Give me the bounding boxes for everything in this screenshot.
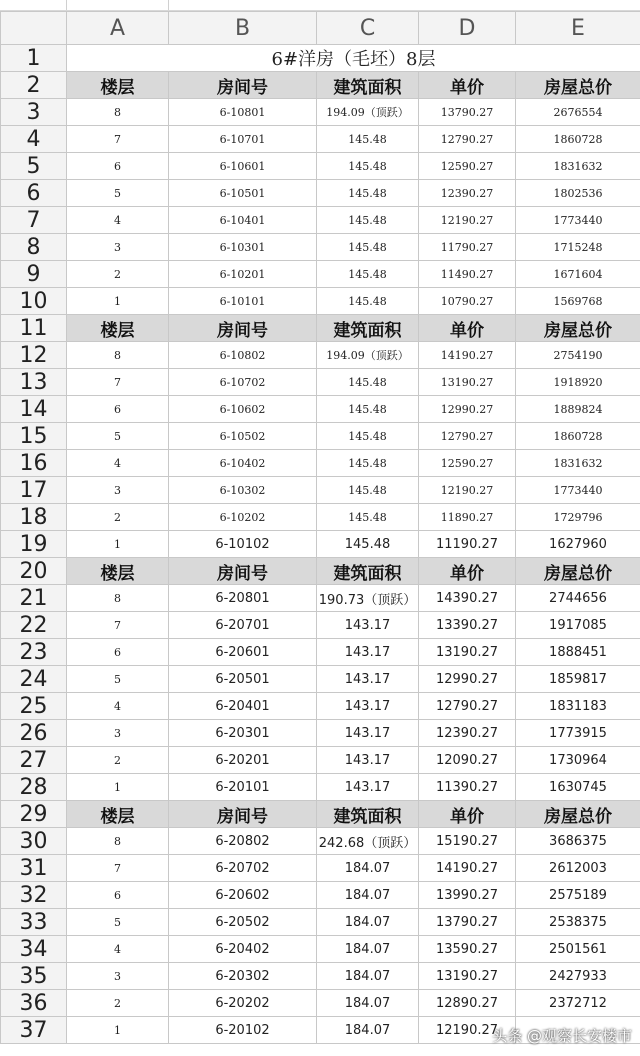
data-cell[interactable]: 15190.27 [419,828,516,855]
data-cell[interactable]: 12590.27 [419,153,516,180]
row-header[interactable]: 11 [1,315,67,342]
table-row [1,747,640,774]
data-cell[interactable]: 143.17 [317,612,419,639]
table-row [1,639,640,666]
data-cell[interactable]: 1773440 [516,477,640,504]
row-header[interactable]: 28 [1,774,67,801]
data-cell[interactable]: 6-10702 [169,369,317,396]
data-cell[interactable]: 4 [67,936,169,963]
table-row [1,531,640,558]
header-cell[interactable]: 建筑面积 [317,558,419,585]
data-cell[interactable]: 1831183 [516,693,640,720]
table-row [1,774,640,801]
row-header[interactable]: 35 [1,963,67,990]
data-cell[interactable]: 12790.27 [419,423,516,450]
data-cell[interactable]: 7 [67,126,169,153]
data-cell[interactable]: 10790.27 [419,288,516,315]
row-header[interactable]: 13 [1,369,67,396]
data-cell[interactable]: 7 [67,855,169,882]
table-row [1,963,640,990]
data-cell[interactable]: 184.07 [317,909,419,936]
table-row [1,909,640,936]
table-row [1,477,640,504]
data-cell[interactable]: 242.68（顶跃） [317,828,419,855]
column-header-a[interactable]: A [67,12,169,45]
data-cell[interactable]: 1715248 [516,234,640,261]
row-header[interactable]: 1 [1,45,67,72]
data-cell[interactable]: 6-20502 [169,909,317,936]
data-cell[interactable]: 145.48 [317,504,419,531]
table-header-row [1,72,640,99]
data-cell[interactable]: 145.48 [317,153,419,180]
header-cell[interactable]: 房屋总价 [516,72,640,99]
data-cell[interactable]: 6-10801 [169,99,317,126]
table-row [1,99,640,126]
data-cell[interactable]: 3 [67,234,169,261]
header-cell[interactable]: 单价 [419,72,516,99]
table-row [1,504,640,531]
data-cell[interactable]: 1888451 [516,639,640,666]
data-cell[interactable]: 6-10202 [169,504,317,531]
data-cell[interactable]: 4 [67,693,169,720]
column-header-b[interactable]: B [169,12,317,45]
data-cell[interactable]: 5 [67,909,169,936]
data-cell[interactable]: 143.17 [317,666,419,693]
data-cell[interactable]: 2427933 [516,963,640,990]
column-header-d[interactable]: D [419,12,516,45]
data-cell[interactable]: 6-10101 [169,288,317,315]
data-cell[interactable]: 13190.27 [419,639,516,666]
data-cell[interactable]: 6-20202 [169,990,317,1017]
data-cell[interactable]: 8 [67,342,169,369]
data-cell[interactable]: 12890.27 [419,990,516,1017]
data-cell[interactable]: 1 [67,531,169,558]
data-cell[interactable]: 1671604 [516,261,640,288]
table-row [1,720,640,747]
data-cell[interactable]: 1889824 [516,396,640,423]
data-cell[interactable]: 12990.27 [419,666,516,693]
table-header-row [1,801,640,828]
data-cell[interactable]: 13590.27 [419,936,516,963]
data-cell[interactable]: 6-10602 [169,396,317,423]
data-cell[interactable]: 1860728 [516,126,640,153]
row-header[interactable]: 19 [1,531,67,558]
data-cell[interactable]: 145.48 [317,261,419,288]
data-cell[interactable]: 2612003 [516,855,640,882]
table-row [1,396,640,423]
data-cell[interactable]: 1729796 [516,504,640,531]
data-cell[interactable]: 1569768 [516,288,640,315]
data-cell[interactable]: 13990.27 [419,882,516,909]
row-header[interactable]: 9 [1,261,67,288]
data-cell[interactable]: 12590.27 [419,450,516,477]
row-header[interactable]: 27 [1,747,67,774]
row-header[interactable]: 8 [1,234,67,261]
row-header[interactable]: 29 [1,801,67,828]
row-header[interactable]: 17 [1,477,67,504]
data-cell[interactable]: 143.17 [317,774,419,801]
row-header[interactable]: 25 [1,693,67,720]
row-header[interactable]: 15 [1,423,67,450]
data-cell[interactable]: 143.17 [317,720,419,747]
data-cell[interactable]: 6-20701 [169,612,317,639]
data-cell[interactable]: 1627960 [516,531,640,558]
row-header[interactable]: 5 [1,153,67,180]
column-header-row [1,12,640,45]
header-cell[interactable]: 楼层 [67,72,169,99]
row-header[interactable]: 32 [1,882,67,909]
data-cell[interactable]: 6 [67,882,169,909]
data-cell[interactable]: 6-20602 [169,882,317,909]
strip-divider [168,0,169,10]
grid-body [1,12,640,1044]
row-header[interactable]: 2 [1,72,67,99]
select-all-corner[interactable] [1,12,67,45]
data-cell[interactable]: 1773915 [516,720,640,747]
data-cell[interactable]: 145.48 [317,207,419,234]
spreadsheet-grid [0,11,640,1044]
data-cell[interactable]: 3 [67,963,169,990]
table-row [1,288,640,315]
data-cell[interactable]: 11190.27 [419,531,516,558]
table-row [1,207,640,234]
toolbar-strip [0,0,640,11]
data-cell[interactable]: 1917085 [516,612,640,639]
data-cell[interactable]: 184.07 [317,1017,419,1044]
strip-divider [66,0,67,10]
data-cell[interactable]: 190.73（顶跃） [317,585,419,612]
data-cell[interactable]: 12390.27 [419,720,516,747]
table-row [1,585,640,612]
data-cell[interactable]: 145.48 [317,180,419,207]
data-cell[interactable]: 12190.27 [419,207,516,234]
data-cell[interactable]: 145.48 [317,126,419,153]
header-cell[interactable]: 楼层 [67,558,169,585]
column-header-e[interactable]: E [516,12,640,45]
table-row [1,693,640,720]
header-cell[interactable]: 房间号 [169,801,317,828]
table-row [1,126,640,153]
table-row [1,234,640,261]
sheet-title-cell[interactable]: 6#洋房（毛坯）8层 [67,45,640,72]
data-cell[interactable]: 6-20501 [169,666,317,693]
data-cell[interactable]: 143.17 [317,639,419,666]
table-row [1,990,640,1017]
data-cell[interactable]: 13190.27 [419,963,516,990]
data-cell[interactable]: 6-10201 [169,261,317,288]
header-cell[interactable]: 房屋总价 [516,558,640,585]
data-cell[interactable]: 3686375 [516,828,640,855]
data-cell[interactable]: 1860728 [516,423,640,450]
table-row [1,369,640,396]
table-row [1,423,640,450]
data-cell[interactable]: 11490.27 [419,261,516,288]
data-cell[interactable]: 2 [67,990,169,1017]
row-header[interactable]: 33 [1,909,67,936]
data-cell[interactable]: 2575189 [516,882,640,909]
data-cell[interactable]: 194.09（顶跃） [317,99,419,126]
data-cell[interactable]: 1802536 [516,180,640,207]
data-cell[interactable]: 6-20201 [169,747,317,774]
data-cell[interactable]: 6-10102 [169,531,317,558]
data-cell[interactable]: 12790.27 [419,693,516,720]
data-cell[interactable]: 194.09（顶跃） [317,342,419,369]
watermark: 头条 @观察长安楼市 [492,1027,632,1045]
data-cell[interactable]: 13790.27 [419,909,516,936]
table-row [1,882,640,909]
row-header[interactable]: 16 [1,450,67,477]
table-row [1,180,640,207]
row-header[interactable]: 34 [1,936,67,963]
header-cell[interactable]: 楼层 [67,315,169,342]
data-cell[interactable]: 2372712 [516,990,640,1017]
data-cell[interactable]: 6-20402 [169,936,317,963]
data-cell[interactable]: 6 [67,153,169,180]
data-cell[interactable]: 3 [67,720,169,747]
row-header[interactable]: 14 [1,396,67,423]
data-cell[interactable]: 5 [67,180,169,207]
header-cell[interactable]: 建筑面积 [317,72,419,99]
data-cell[interactable]: 2 [67,747,169,774]
header-cell[interactable]: 单价 [419,558,516,585]
row-header[interactable]: 31 [1,855,67,882]
row-header[interactable]: 7 [1,207,67,234]
data-cell[interactable]: 2501561 [516,936,640,963]
data-cell[interactable]: 3 [67,477,169,504]
data-cell[interactable]: 6-20801 [169,585,317,612]
data-cell[interactable]: 7 [67,369,169,396]
data-cell[interactable]: 6-10501 [169,180,317,207]
data-cell[interactable]: 145.48 [317,234,419,261]
data-cell[interactable]: 14390.27 [419,585,516,612]
data-cell[interactable]: 6-20101 [169,774,317,801]
data-cell[interactable]: 6-10701 [169,126,317,153]
header-cell[interactable]: 房屋总价 [516,315,640,342]
data-cell[interactable]: 2676554 [516,99,640,126]
data-cell[interactable]: 1831632 [516,450,640,477]
table-row [1,828,640,855]
data-cell[interactable]: 6-10301 [169,234,317,261]
table-row [1,342,640,369]
data-cell[interactable]: 6-20401 [169,693,317,720]
data-cell[interactable]: 1773440 [516,207,640,234]
data-cell[interactable]: 184.07 [317,990,419,1017]
row-header[interactable]: 30 [1,828,67,855]
data-cell[interactable]: 12390.27 [419,180,516,207]
data-cell[interactable]: 8 [67,828,169,855]
data-cell[interactable]: 6-10401 [169,207,317,234]
row-header[interactable]: 6 [1,180,67,207]
column-header-c[interactable]: C [317,12,419,45]
data-cell[interactable]: 145.48 [317,450,419,477]
row-header[interactable]: 37 [1,1017,67,1044]
data-cell[interactable]: 184.07 [317,963,419,990]
data-cell[interactable]: 12090.27 [419,747,516,774]
data-cell[interactable]: 145.48 [317,477,419,504]
data-cell[interactable]: 7 [67,612,169,639]
row-header[interactable]: 10 [1,288,67,315]
table-row [1,855,640,882]
data-cell[interactable]: 11890.27 [419,504,516,531]
data-cell[interactable]: 13190.27 [419,369,516,396]
data-cell[interactable]: 1 [67,774,169,801]
header-cell[interactable]: 建筑面积 [317,315,419,342]
data-cell[interactable]: 6-10601 [169,153,317,180]
data-cell[interactable]: 2754190 [516,342,640,369]
data-cell[interactable]: 1630745 [516,774,640,801]
data-cell[interactable]: 12990.27 [419,396,516,423]
data-cell[interactable]: 12190.27 [419,477,516,504]
header-cell[interactable]: 房间号 [169,558,317,585]
data-cell[interactable]: 12190.27 [419,1017,516,1044]
title-row [1,45,640,72]
data-cell[interactable]: 6-20302 [169,963,317,990]
data-cell[interactable]: 2744656 [516,585,640,612]
row-header[interactable]: 18 [1,504,67,531]
header-cell[interactable]: 单价 [419,315,516,342]
data-cell[interactable]: 11790.27 [419,234,516,261]
table-row [1,261,640,288]
data-cell[interactable]: 184.07 [317,882,419,909]
data-cell[interactable]: 6-10802 [169,342,317,369]
data-cell[interactable]: 145.48 [317,288,419,315]
data-cell[interactable]: 143.17 [317,747,419,774]
table-row [1,612,640,639]
data-cell[interactable]: 1 [67,288,169,315]
data-cell[interactable]: 11390.27 [419,774,516,801]
header-cell[interactable]: 房屋总价 [516,801,640,828]
data-cell[interactable]: 1 [67,1017,169,1044]
data-cell[interactable]: 2 [67,261,169,288]
data-cell[interactable]: 13790.27 [419,99,516,126]
data-cell[interactable]: 5 [67,666,169,693]
data-cell[interactable]: 6-20601 [169,639,317,666]
data-cell[interactable]: 145.48 [317,369,419,396]
row-header[interactable]: 24 [1,666,67,693]
data-cell[interactable]: 1831632 [516,153,640,180]
data-cell[interactable]: 6 [67,639,169,666]
data-cell[interactable]: 8 [67,585,169,612]
data-cell[interactable]: 6-20802 [169,828,317,855]
header-cell[interactable]: 房间号 [169,72,317,99]
data-cell[interactable]: 184.07 [317,936,419,963]
row-header[interactable]: 3 [1,99,67,126]
data-cell[interactable]: 145.48 [317,423,419,450]
data-cell[interactable]: 14190.27 [419,855,516,882]
data-cell[interactable]: 5 [67,423,169,450]
data-cell[interactable]: 145.48 [317,531,419,558]
data-cell[interactable]: 1918920 [516,369,640,396]
row-header[interactable]: 20 [1,558,67,585]
data-cell[interactable]: 6 [67,396,169,423]
data-cell[interactable]: 145.48 [317,396,419,423]
header-cell[interactable]: 建筑面积 [317,801,419,828]
data-cell[interactable]: 6-20102 [169,1017,317,1044]
data-cell[interactable]: 12790.27 [419,126,516,153]
data-cell[interactable]: 14190.27 [419,342,516,369]
data-cell[interactable]: 6-20702 [169,855,317,882]
data-cell[interactable]: 184.07 [317,855,419,882]
data-cell[interactable]: 6-10402 [169,450,317,477]
header-cell[interactable]: 房间号 [169,315,317,342]
row-header[interactable]: 22 [1,612,67,639]
row-header[interactable]: 12 [1,342,67,369]
table-row [1,666,640,693]
data-cell[interactable]: 13390.27 [419,612,516,639]
data-cell[interactable]: 143.17 [317,693,419,720]
header-cell[interactable]: 单价 [419,801,516,828]
table-header-row [1,315,640,342]
table-row [1,450,640,477]
data-cell[interactable]: 4 [67,450,169,477]
row-header[interactable]: 21 [1,585,67,612]
data-cell[interactable]: 6-10502 [169,423,317,450]
data-cell[interactable]: 2 [67,504,169,531]
data-cell[interactable]: 4 [67,207,169,234]
data-cell[interactable]: 6-10302 [169,477,317,504]
row-header[interactable]: 36 [1,990,67,1017]
data-cell[interactable]: 8 [67,99,169,126]
row-header[interactable]: 26 [1,720,67,747]
header-cell[interactable]: 楼层 [67,801,169,828]
row-header[interactable]: 23 [1,639,67,666]
row-header[interactable]: 4 [1,126,67,153]
table-header-row [1,558,640,585]
data-cell[interactable]: 1730964 [516,747,640,774]
data-cell[interactable]: 2538375 [516,909,640,936]
data-cell[interactable]: 6-20301 [169,720,317,747]
data-cell[interactable]: 1859817 [516,666,640,693]
table-row [1,936,640,963]
table-row [1,153,640,180]
